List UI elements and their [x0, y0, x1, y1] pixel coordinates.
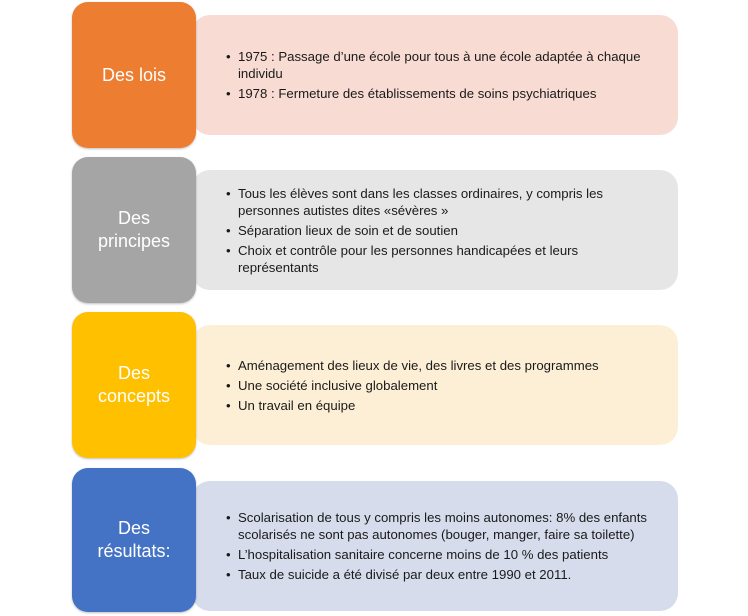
list-item: • Aménagement des lieux de vie, des livres et des programmes: [226, 357, 650, 374]
list-item: • 1975 : Passage d’une école pour tous à une école adaptée à chaque individu: [226, 48, 650, 82]
panel-resultats: [192, 481, 678, 611]
list-item: • 1978 : Fermeture des établissements de soins psychiatriques: [226, 85, 650, 102]
tile-principes: [72, 157, 196, 303]
list-item: • Taux de suicide a été divisé par deux entre 1990 et 2011.: [226, 566, 650, 583]
list-item: • Une société inclusive globalement: [226, 377, 650, 394]
list-item: • Tous les élèves sont dans les classes ordinaires, y compris les personnes autistes dites «sévères »: [226, 185, 650, 219]
list-item: • Un travail en équipe: [226, 397, 650, 414]
tile-resultats: [72, 468, 196, 612]
list-item: • Scolarisation de tous y compris les moins autonomes: 8% des enfants scolarisés ne sont pas autonomes (bouger, manger, faire sa toilette): [226, 509, 650, 543]
principes-list: [226, 182, 650, 279]
panel-concepts: [192, 325, 678, 445]
panel-lois: [192, 15, 678, 135]
tile-concepts: [72, 312, 196, 458]
tile-label: Des résultats:: [97, 518, 171, 561]
list-item: • L’hospitalisation sanitaire concerne moins de 10 % des patients: [226, 546, 650, 563]
tile-lois: [72, 2, 196, 148]
resultats-list: [226, 506, 650, 586]
tile-label: Des concepts: [97, 363, 171, 406]
list-item: • Séparation lieux de soin et de soutien: [226, 222, 650, 239]
tile-label: Des lois: [101, 64, 167, 85]
tile-label: Des principes: [97, 208, 171, 251]
lois-list: [226, 45, 650, 105]
concepts-list: [226, 354, 650, 417]
list-item: • Choix et contrôle pour les personnes handicapées et leurs représentants: [226, 242, 650, 276]
panel-principes: [192, 170, 678, 290]
